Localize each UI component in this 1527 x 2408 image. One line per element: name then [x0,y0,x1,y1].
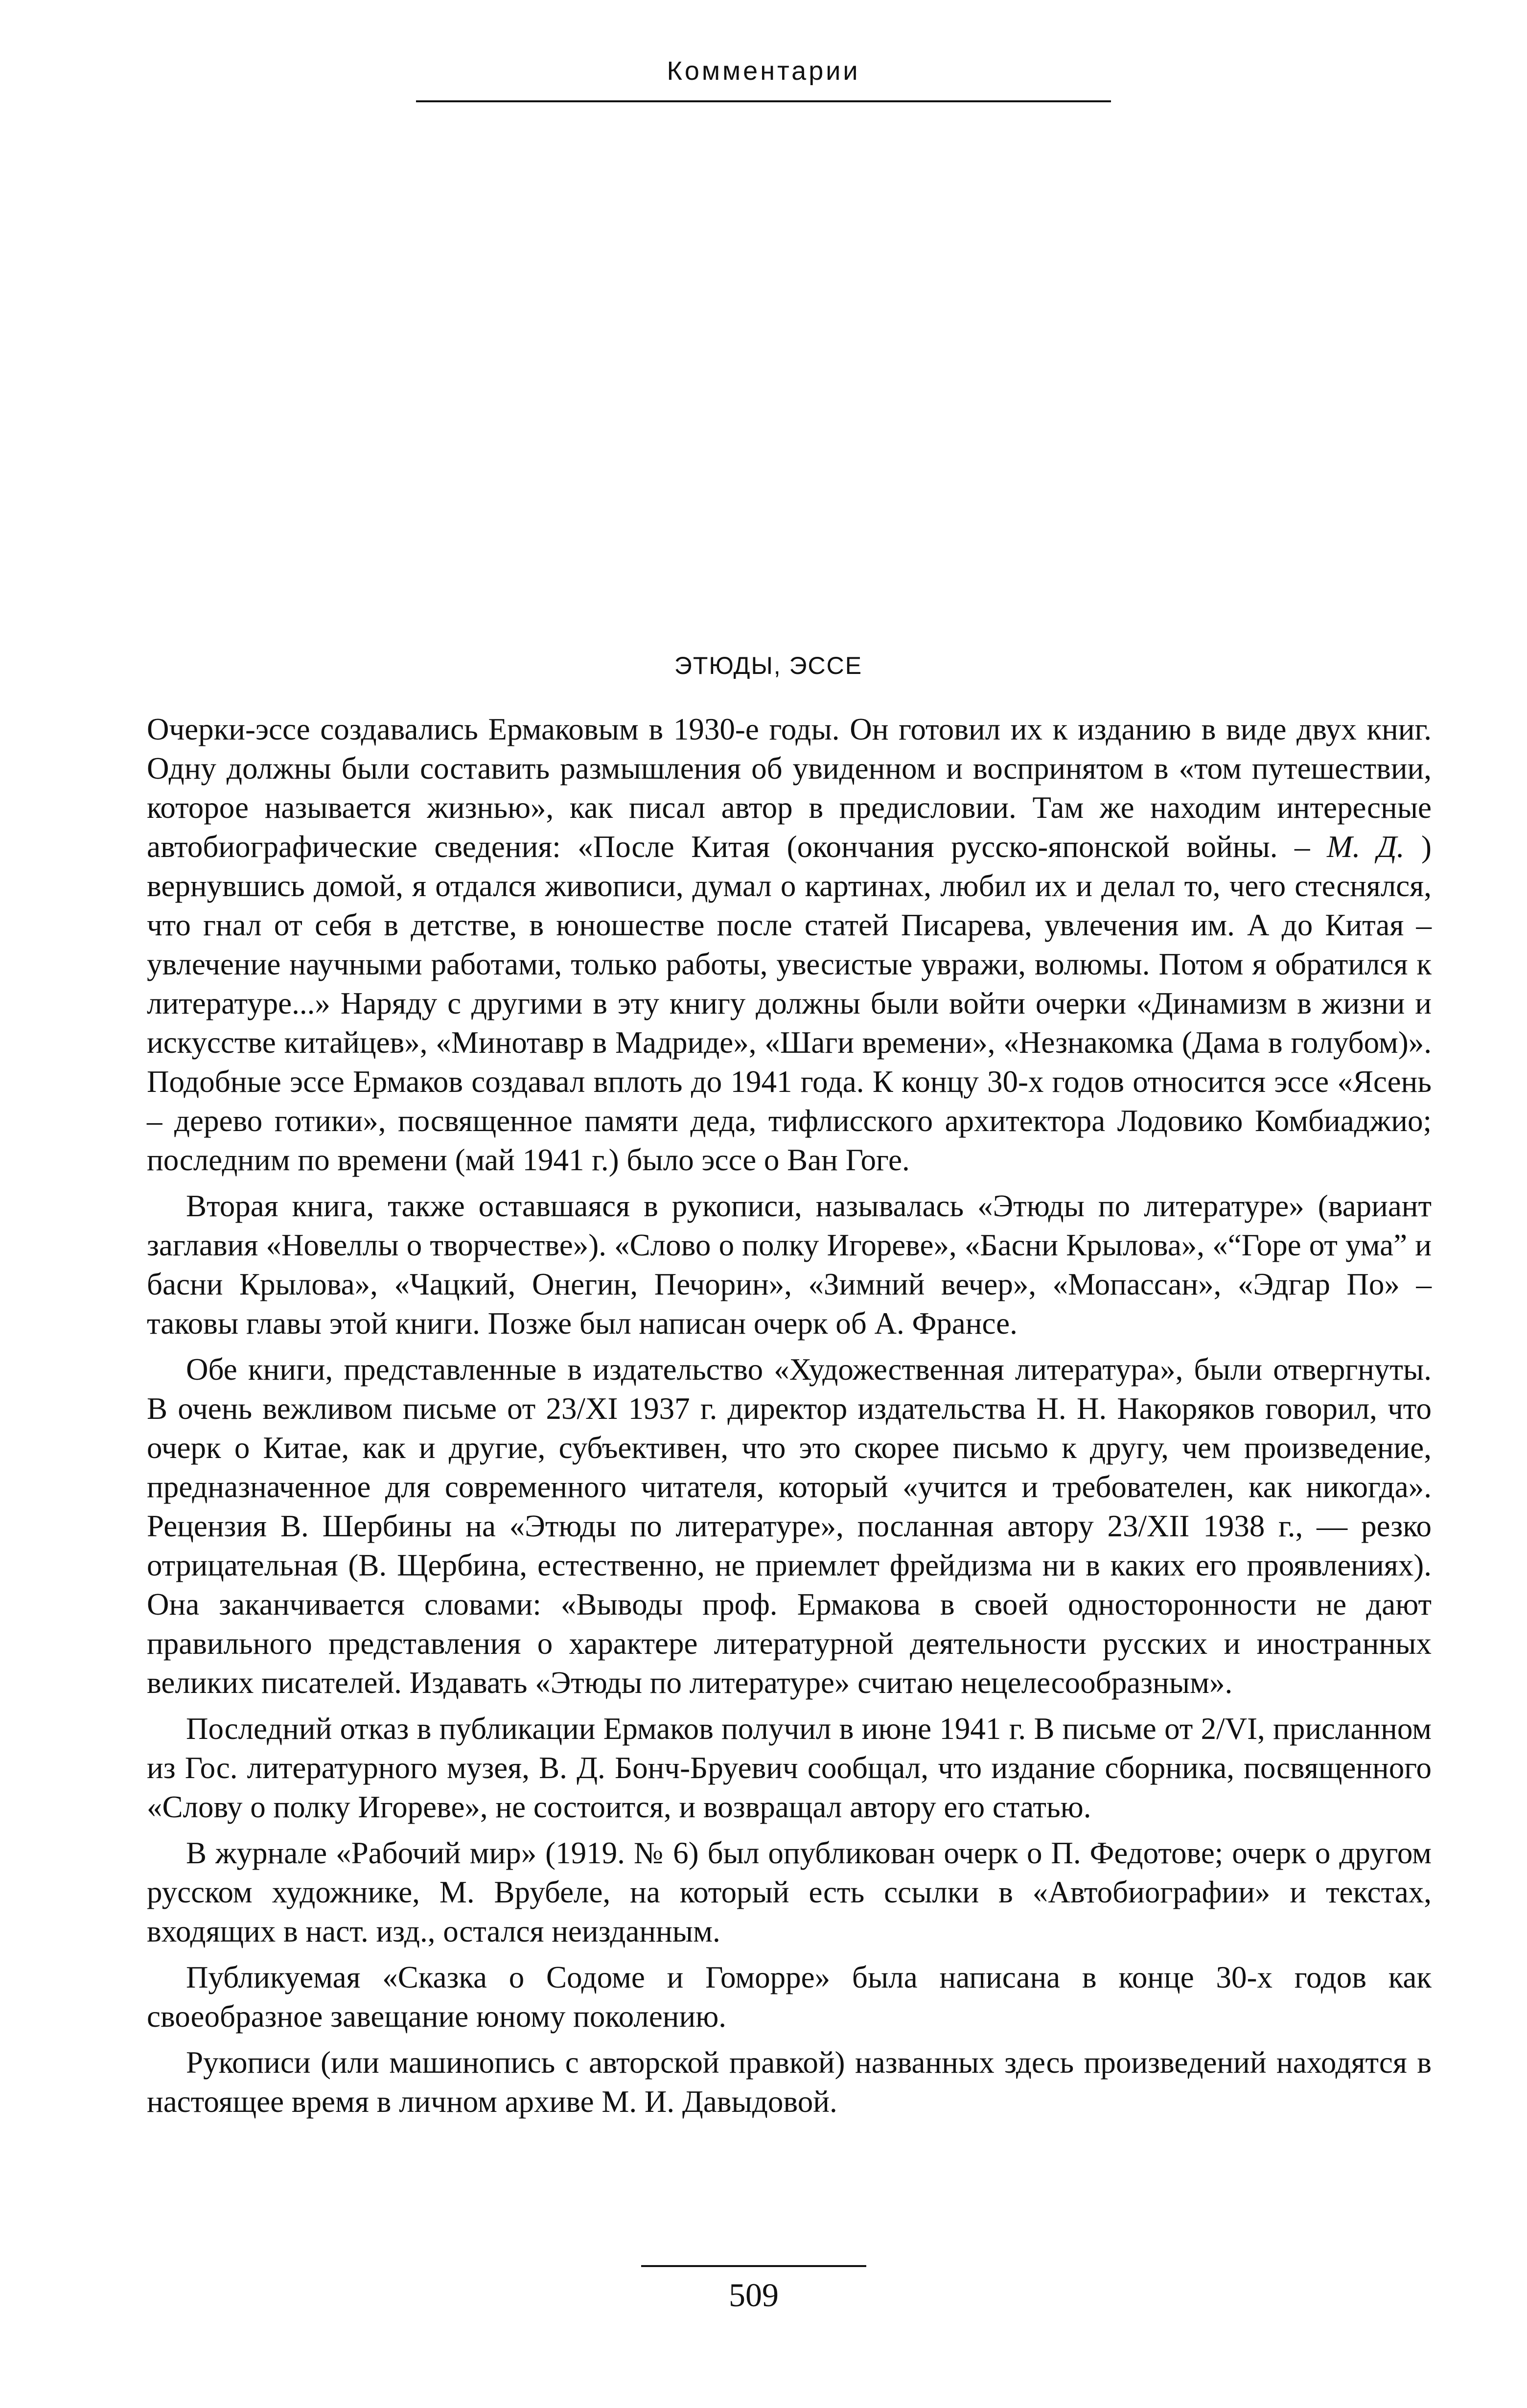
section-title: ЭТЮДЫ, ЭССЕ [674,652,863,679]
page-number: 509 [729,2276,779,2314]
running-head-title: Комментарии [667,56,860,86]
paragraph-3: Обе книги, представленные в издательство «Художественная литература», были отвергнуты. В очень вежливом письме от 23/XI 1937 г. директор издательства Н. Н. Накоряков говорил, что очерк о Китае, как и другие, субъективен, что это скорее письмо к другу, чем произведение, предназначенное для современного читателя, который «учится и требователен, как никогда». Рецензия В. Шербины на «Этюды по литературе», посланная автору 23/XII 1938 г., — резко отрицательная (В. Щербина, естественно, не приемлет фрейдизма ни в каких его проявлениях). Она заканчивается словами: «Выводы проф. Ермакова в своей односторонности не дают правильного представления о характере литературной деятельности русских и иностранных великих писателей. Издавать «Этюды по литературе» считаю нецелесообразным». [147,1352,1432,1700]
paragraph-1 [147,710,1432,1180]
body-text [147,710,1432,2128]
author-initials: М. Д. [1327,830,1405,864]
paragraph-6: Публикуемая «Сказка о Содоме и Гоморре» была написана в конце 30-х годов как своеобразное завещание юному поколению. [147,1960,1432,2034]
paragraph-1-part-b: ) вернувшись домой, я отдался живописи, думал о картинах, любил их и делал то, чего стеснялся, что гнал от себя в детстве, в юношестве после статей Писарева, увлечения им. А до Китая – увлечение научными работами, только работы, увесистые увражи, волюмы. Потом я обратился к литературе...» Наряду с другими в эту книгу должны были войти очерки «Динамизм в жизни и искусстве китайцев», «Минотавр в Мадриде», «Шаги времени», «Незнакомка (Дама в голубом)». Подобные эссе Ермаков создавал вплоть до 1941 года. К концу 30-х годов относится эссе «Ясень – дерево готики», посвященное памяти деда, тифлисского архитектора Лодовико Комбиаджио; последним по времени (май 1941 г.) было эссе о Ван Гоге. [147,830,1432,1177]
paragraph-5: В журнале «Рабочий мир» (1919. № 6) был опубликован очерк о П. Федотове; очерк о другом русском художнике, М. Врубеле, на который есть ссылки в «Автобиографии» и текстах, входящих в наст. изд., остался неизданным. [147,1836,1432,1948]
header-rule [416,100,1111,102]
footer-rule [641,2265,866,2267]
paragraph-4: Последний отказ в публикации Ермаков получил в июне 1941 г. В письме от 2/VI, присланном из Гос. литературного музея, В. Д. Бонч-Бруевич сообщал, что издание сборника, посвященного «Слову о полку Игореве», не состоится, и возвращал автору его статью. [147,1712,1432,1824]
paragraph-1-part-a: Очерки-эссе создавались Ермаковым в 1930-е годы. Он готовил их к изданию в виде двух книг. Одну должны были составить размышления об увиденном и воспринятом в «том путешествии, которое называется жизнью», как писал автор в предисловии. Там же находим интересные автобиографические сведения: «После Китая (окончания русско-японской войны. – [147,712,1432,864]
paragraph-2: Вторая книга, также оставшаяся в рукописи, называлась «Этюды по литературе» (вариант заглавия «Новеллы о творчестве»). «Слово о полку Игореве», «Басни Крылова», «“Горе от ума” и басни Крылова», «Чацкий, Онегин, Печорин», «Зимний вечер», «Мопассан», «Эдгар По» – таковы главы этой книги. Позже был написан очерк об А. Франсе. [147,1189,1432,1341]
paragraph-7: Рукописи (или машинопись с авторской правкой) названных здесь произведений находятся в настоящее время в личном архиве М. И. Давыдовой. [147,2045,1432,2119]
